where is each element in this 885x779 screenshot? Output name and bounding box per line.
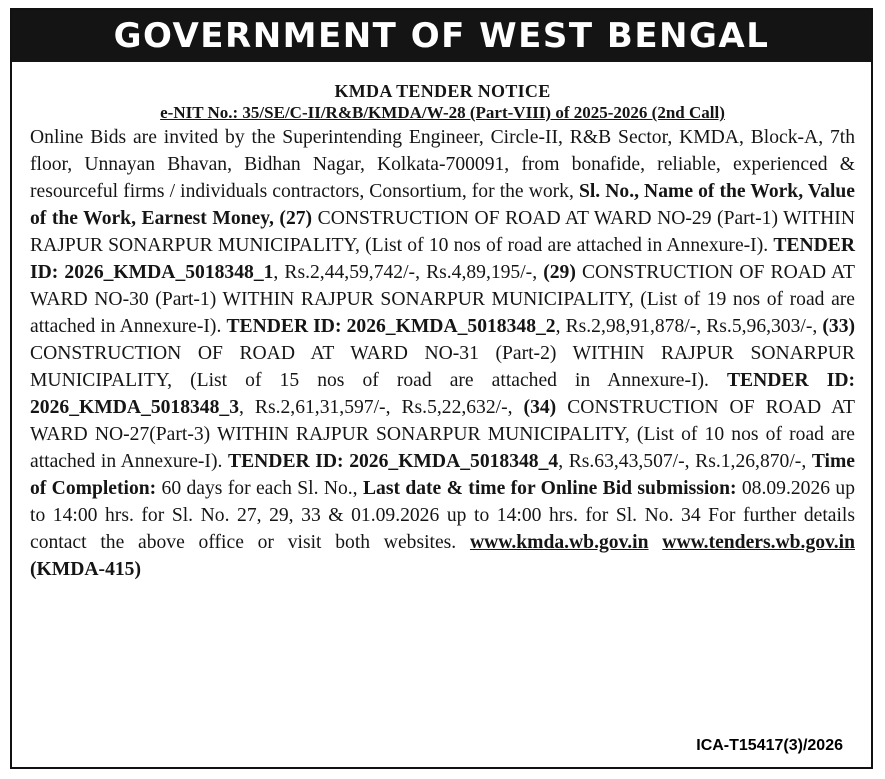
notice-body: Online Bids are invited by the Superintending Engineer, Circle-II, R&B Sector, KMDA, Block-A, 7th floor, Unnayan Bhavan, Bidhan Nagar, Kolkata-700091, from bonafide, reliable, experienced & resourceful firms / individuals contractors, Consortium, for the work, Sl. No., Name of the Work, Value of the Work, Earnest Money, (27) CONSTRUCTION OF ROAD AT WARD NO-29 (Part-1) WITHIN RAJPUR SONARPUR MUNICIPALITY, (List of 10 nos of road are attached in Annexure-I). TENDER ID: 2026_KMDA_5018348_1, Rs.2,44,59,742/-, Rs.4,89,195/-, (29) CONSTRUCTION OF ROAD AT WARD NO-30 (Part-1) WITHIN RAJPUR SONARPUR MUNICIPALITY, (List of 19 nos of road are attached in Annexure-I). TENDER ID: 2026_KMDA_5018348_2, Rs.2,98,91,878/-, Rs.5,96,303/-, (33) CONSTRUCTION OF ROAD AT WARD NO-31 (Part-2) WITHIN RAJPUR SONARPUR MUNICIPALITY, (List of 15 nos of road are attached in Annexure-I). TENDER ID: 2026_KMDA_5018348_3, Rs.2,61,31,597/-, Rs.5,22,632/-, (34) CONSTRUCTION OF ROAD AT WARD NO-27(Part-3) WITHIN RAJPUR SONARPUR MUNICIPALITY, (List of 10 nos of road are attached in Annexure-I). TENDER ID: 2026_KMDA_5018348_4, Rs.63,43,507/-, Rs.1,26,870/-, Time of Completion: 60 days for each Sl. No., Last date & time for Online Bid submission: 08.09.2026 up to 14:00 hrs. for Sl. No. 27, 29, 33 & 01.09.2026 up to 14:00 hrs. for Sl. No. 34 For further details contact the above office or visit both websites. www.kmda.wb.gov.in www.tenders.wb.gov.in (KMDA-415) — [30, 127, 856, 580]
work-sl-no: (33) — [822, 316, 856, 337]
tender-id-label: TENDER ID: — [226, 316, 342, 337]
ica-reference: ICA-T15417(3)/2026 — [696, 737, 843, 754]
advertisement-code: (KMDA-415) — [30, 559, 141, 580]
work-name: CONSTRUCTION OF ROAD AT WARD NO-27(Part-3) WITHIN RAJPUR SONARPUR MUNICIPALITY, (List of 10 nos of road are attached in Annexure-I). — [30, 397, 856, 472]
government-banner: GOVERNMENT OF WEST BENGAL — [12, 10, 871, 62]
tender-id-label: TENDER ID: — [726, 370, 855, 391]
nit-number: e-NIT No.: 35/SE/C-II/R&B/KMDA/W-28 (Part-VIII) of 2025-2026 (2nd Call) — [160, 103, 725, 122]
work-sl-no: (34) — [523, 397, 557, 418]
tender-id-label: TENDER ID: — [30, 235, 855, 283]
deadline-label: Last date & time for Online Bid submission: — [362, 478, 737, 499]
earnest-money: Rs.5,22,632/- — [401, 397, 508, 418]
tender-id-label: TENDER ID: — [228, 451, 344, 472]
work-value: Rs.2,61,31,597/- — [254, 397, 386, 418]
work-sl-no: (29) — [543, 262, 576, 283]
tender-notice-advertisement — [10, 8, 873, 769]
earnest-money: Rs.5,96,303/- — [706, 316, 813, 337]
work-name: CONSTRUCTION OF ROAD AT WARD NO-31 (Part-2) WITHIN RAJPUR SONARPUR MUNICIPALITY, (List of 15 nos of road are attached in Annexure-I). — [30, 343, 855, 391]
tender-id: 2026_KMDA_5018348_3 — [30, 397, 239, 418]
earnest-money: Rs.4,89,195/- — [426, 262, 533, 283]
work-value: Rs.2,98,91,878/- — [565, 316, 697, 337]
completion-value: 60 days for each Sl. No., — [156, 478, 363, 499]
work-name: CONSTRUCTION OF ROAD AT WARD NO-30 (Part-1) WITHIN RAJPUR SONARPUR MUNICIPALITY, (List of 19 nos of road are attached in Annexure-I). — [30, 262, 856, 337]
work-value: Rs.2,44,59,742/- — [284, 262, 416, 283]
work-name: CONSTRUCTION OF ROAD AT WARD NO-29 (Part-1) WITHIN RAJPUR SONARPUR MUNICIPALITY, (List of 10 nos of road are attached in Annexure-I). — [30, 208, 855, 256]
notice-content — [30, 80, 855, 583]
fields-heading: Sl. No., Name of the Work, Value of the Work, Earnest Money, — [30, 181, 856, 229]
completion-label: Time of Completion: — [30, 451, 856, 499]
notice-title: KMDA TENDER NOTICE — [334, 81, 551, 101]
work-sl-no: (27) — [279, 208, 313, 229]
work-value: Rs.63,43,507/- — [568, 451, 685, 472]
earnest-money: Rs.1,26,870/- — [695, 451, 802, 472]
tender-id: 2026_KMDA_5018348_1 — [64, 262, 274, 283]
kmda-website-link[interactable]: www.kmda.wb.gov.in — [469, 532, 649, 553]
intro-text: Online Bids are invited by the Superintending Engineer, Circle-II, R&B Sector, KMDA, Block-A, 7th floor, Unnayan Bhavan, Bidhan Nagar, Kolkata-700091, from bonafide, reliable, experienced & resourceful firms / individuals contractors, Consortium, for the work, — [30, 127, 855, 202]
tender-id: 2026_KMDA_5018348_2 — [346, 316, 556, 337]
tenders-website-link[interactable]: www.tenders.wb.gov.in — [662, 532, 855, 553]
tender-id: 2026_KMDA_5018348_4 — [349, 451, 559, 472]
deadline-value: 08.09.2026 up to 14:00 hrs. for Sl. No. 27, 29, 33 & 01.09.2026 up to 14:00 hrs. for Sl. No. 34 For further details contact the above office or visit both websites. — [30, 478, 856, 553]
